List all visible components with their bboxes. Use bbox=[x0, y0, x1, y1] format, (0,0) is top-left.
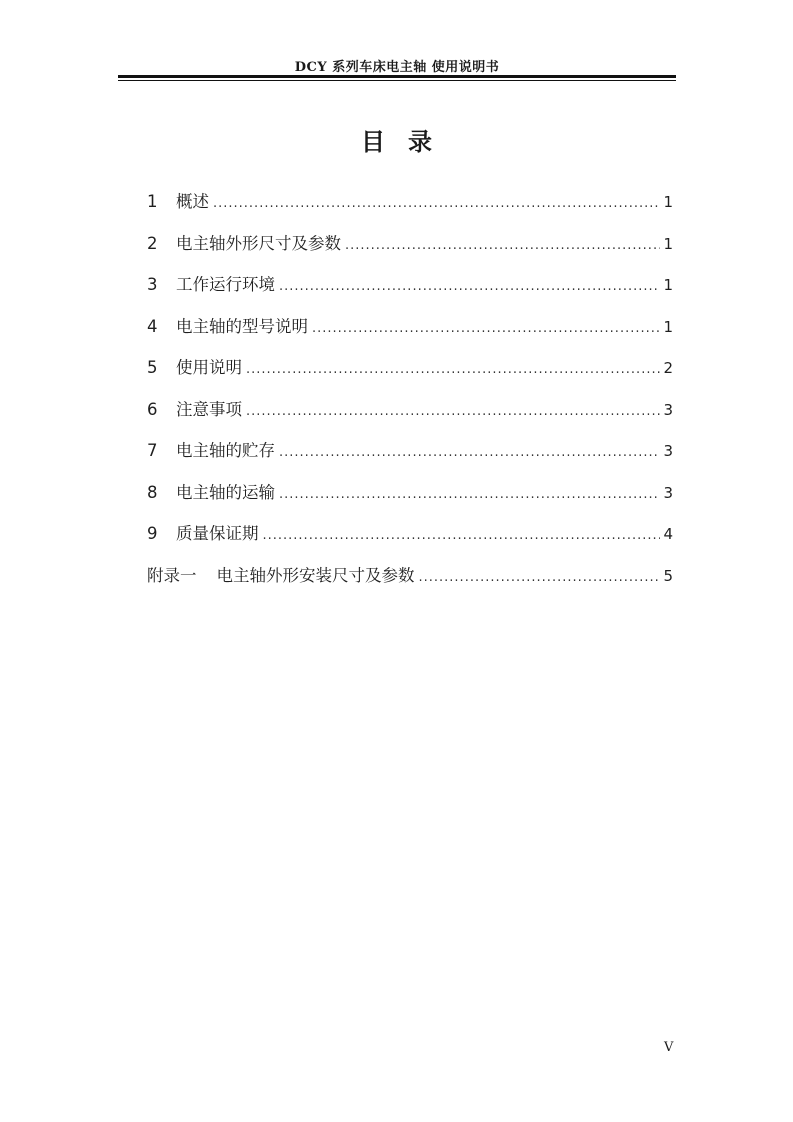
toc-entry-page: 2 bbox=[663, 359, 673, 377]
toc-entry[interactable] bbox=[147, 520, 673, 562]
toc-title-char-1: 目 bbox=[361, 128, 386, 156]
toc-entry-title: 电主轴外形尺寸及参数 bbox=[176, 233, 341, 253]
toc-entry-number: 9 bbox=[147, 524, 158, 543]
toc-title-char-2: 录 bbox=[408, 128, 433, 156]
toc-entry-title: 电主轴的运输 bbox=[176, 482, 275, 502]
toc-leader-dots bbox=[263, 528, 661, 543]
toc-leader-dots bbox=[279, 487, 660, 502]
toc-leader-dots bbox=[312, 321, 660, 336]
toc-leader-dots bbox=[213, 196, 660, 211]
toc-entry-appendix[interactable] bbox=[147, 562, 673, 604]
toc-entry-page: 4 bbox=[663, 525, 673, 543]
page-number: V bbox=[664, 1040, 674, 1055]
toc-entry-title: 使用说明 bbox=[176, 358, 242, 377]
toc-entry[interactable] bbox=[147, 479, 673, 521]
toc-entry-page: 3 bbox=[663, 400, 673, 419]
toc-entry-title: 概述 bbox=[176, 192, 209, 211]
toc-title bbox=[118, 122, 676, 157]
toc-entry-number: 8 bbox=[147, 482, 158, 502]
toc-entry-page: 1 bbox=[663, 234, 673, 253]
toc-entry-page: 3 bbox=[663, 483, 673, 502]
toc-entry-title: 电主轴外形安装尺寸及参数 bbox=[216, 565, 415, 585]
toc-leader-dots bbox=[419, 570, 661, 585]
page-header: DCY 系列车床电主轴 使用说明书 bbox=[294, 60, 500, 75]
toc-leader-dots bbox=[345, 238, 660, 253]
toc-entry[interactable] bbox=[147, 271, 673, 313]
toc-entry[interactable] bbox=[147, 396, 673, 438]
toc-entry-title: 电主轴的型号说明 bbox=[176, 316, 308, 336]
toc-entry[interactable] bbox=[147, 230, 673, 272]
toc-entry[interactable] bbox=[147, 313, 673, 355]
toc-leader-dots bbox=[246, 362, 660, 377]
toc-entry-title: 电主轴的贮存 bbox=[176, 441, 275, 460]
toc-entry-number: 2 bbox=[147, 233, 158, 253]
toc-entry[interactable] bbox=[147, 354, 673, 396]
toc-entry-page: 1 bbox=[663, 317, 673, 336]
toc-entry-number: 5 bbox=[147, 358, 158, 377]
toc-appendix-label: 附录一 bbox=[147, 565, 197, 585]
toc-entry-number: 7 bbox=[147, 441, 158, 460]
toc-entry-title: 质量保证期 bbox=[176, 524, 259, 543]
toc-entry-number: 1 bbox=[147, 192, 158, 211]
toc-entry-title: 注意事项 bbox=[176, 399, 242, 419]
toc-leader-dots bbox=[279, 445, 660, 460]
toc-entry[interactable] bbox=[147, 437, 673, 479]
toc-entry-number: 4 bbox=[147, 316, 158, 336]
header-rule-thin bbox=[118, 80, 676, 81]
toc-entry-page: 1 bbox=[663, 193, 673, 211]
toc-entry-page: 5 bbox=[663, 566, 673, 585]
toc-entry-number: 3 bbox=[147, 275, 158, 294]
toc-leader-dots bbox=[246, 404, 660, 419]
toc-list bbox=[147, 188, 673, 603]
toc-entry-number: 6 bbox=[147, 399, 158, 419]
toc-leader-dots bbox=[279, 279, 660, 294]
toc-entry-title: 工作运行环境 bbox=[176, 275, 275, 294]
toc-entry-page: 3 bbox=[663, 442, 673, 460]
toc-entry-page: 1 bbox=[663, 276, 673, 294]
header-rule-thick bbox=[118, 75, 676, 78]
toc-entry[interactable] bbox=[147, 188, 673, 230]
